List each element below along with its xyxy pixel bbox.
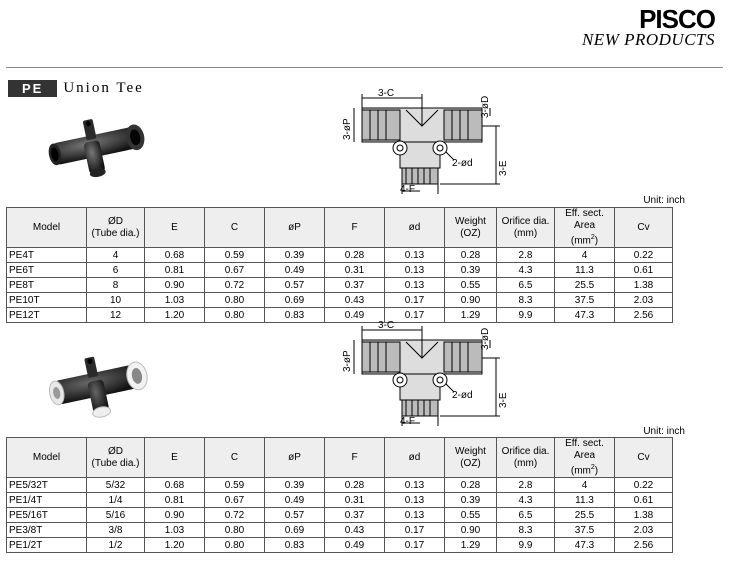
value-cell: 0.37 bbox=[325, 278, 385, 293]
diagram2-label-c: 3-C bbox=[378, 320, 395, 331]
value-cell: 0.28 bbox=[445, 478, 497, 493]
col-orifice: Orifice dia. (mm) bbox=[497, 208, 555, 248]
diagram1-label-d: 3-øD bbox=[480, 95, 491, 118]
value-cell: 1.20 bbox=[145, 308, 205, 323]
table-row bbox=[7, 478, 673, 493]
value-cell: 1.38 bbox=[615, 508, 673, 523]
value-cell: 2.56 bbox=[615, 308, 673, 323]
col-e: E bbox=[145, 208, 205, 248]
value-cell: 1.29 bbox=[445, 538, 497, 553]
value-cell: 1.03 bbox=[145, 293, 205, 308]
brand-name: PISCO bbox=[639, 4, 715, 34]
value-cell: 2.56 bbox=[615, 538, 673, 553]
value-cell: 25.5 bbox=[555, 278, 615, 293]
value-cell: 0.31 bbox=[325, 263, 385, 278]
value-cell: 1.29 bbox=[445, 308, 497, 323]
value-cell: 0.83 bbox=[265, 538, 325, 553]
value-cell: 0.43 bbox=[325, 293, 385, 308]
table-row bbox=[7, 278, 673, 293]
value-cell: 0.13 bbox=[385, 263, 445, 278]
value-cell: 0.49 bbox=[265, 493, 325, 508]
value-cell: 0.39 bbox=[445, 493, 497, 508]
value-cell: 0.80 bbox=[205, 523, 265, 538]
value-cell: 0.55 bbox=[445, 278, 497, 293]
col-p: øP bbox=[265, 438, 325, 478]
table-header-row bbox=[7, 208, 673, 248]
value-cell: 5/16 bbox=[87, 508, 145, 523]
value-cell: 0.59 bbox=[205, 478, 265, 493]
value-cell: 6.5 bbox=[497, 508, 555, 523]
col-area: Eff. sect. Area $(mm^2)$ bbox=[555, 438, 615, 478]
value-cell: 0.69 bbox=[265, 523, 325, 538]
value-cell: 0.90 bbox=[445, 293, 497, 308]
value-cell: 4 bbox=[87, 248, 145, 263]
value-cell: 0.61 bbox=[615, 493, 673, 508]
value-cell: 4.3 bbox=[497, 263, 555, 278]
value-cell: 25.5 bbox=[555, 508, 615, 523]
model-cell: PE12T bbox=[7, 308, 87, 323]
product-photo-white-tee bbox=[44, 350, 154, 420]
diagram1-label-f: 4-F bbox=[400, 184, 415, 195]
value-cell: 0.69 bbox=[265, 293, 325, 308]
value-cell: 6.5 bbox=[497, 278, 555, 293]
value-cell: 0.57 bbox=[265, 508, 325, 523]
section-title-text: Union Tee bbox=[63, 80, 144, 96]
value-cell: 0.68 bbox=[145, 478, 205, 493]
value-cell: 0.80 bbox=[205, 308, 265, 323]
table-row bbox=[7, 523, 673, 538]
value-cell: 4 bbox=[555, 478, 615, 493]
section-code-badge: PE bbox=[8, 80, 57, 97]
section-title bbox=[8, 80, 144, 97]
value-cell: 0.28 bbox=[445, 248, 497, 263]
value-cell: 0.49 bbox=[325, 308, 385, 323]
value-cell: 9.9 bbox=[497, 308, 555, 323]
value-cell: 2.03 bbox=[615, 293, 673, 308]
value-cell: 0.17 bbox=[385, 538, 445, 553]
diagram2-label-e: 3-E bbox=[498, 392, 509, 408]
table-body-metric bbox=[7, 248, 673, 323]
diagram1-label-p: 3-øP bbox=[342, 118, 353, 140]
value-cell: 0.22 bbox=[615, 478, 673, 493]
value-cell: 1.38 bbox=[615, 278, 673, 293]
col-model: Model bbox=[7, 438, 87, 478]
value-cell: 4.3 bbox=[497, 493, 555, 508]
value-cell: 0.90 bbox=[145, 278, 205, 293]
brand-tagline: NEW PRODUCTS bbox=[581, 30, 715, 49]
model-cell: PE5/32T bbox=[7, 478, 87, 493]
value-cell: 0.43 bbox=[325, 523, 385, 538]
col-cv: Cv bbox=[615, 438, 673, 478]
value-cell: 5/32 bbox=[87, 478, 145, 493]
value-cell: 0.17 bbox=[385, 293, 445, 308]
table-row bbox=[7, 293, 673, 308]
header-rule bbox=[6, 67, 723, 68]
col-weight: Weight (OZ) bbox=[445, 208, 497, 248]
brand-header bbox=[582, 6, 715, 48]
col-c: C bbox=[205, 438, 265, 478]
col-model: Model bbox=[7, 208, 87, 248]
table-row bbox=[7, 493, 673, 508]
value-cell: 0.59 bbox=[205, 248, 265, 263]
value-cell: 0.13 bbox=[385, 508, 445, 523]
table-row bbox=[7, 538, 673, 553]
value-cell: 0.80 bbox=[205, 293, 265, 308]
value-cell: 1/4 bbox=[87, 493, 145, 508]
value-cell: 0.55 bbox=[445, 508, 497, 523]
diagram2-label-f: 4-F bbox=[400, 416, 415, 427]
col-d: ød bbox=[385, 438, 445, 478]
value-cell: 47.3 bbox=[555, 538, 615, 553]
col-p: øP bbox=[265, 208, 325, 248]
table-row bbox=[7, 248, 673, 263]
value-cell: 1/2 bbox=[87, 538, 145, 553]
model-cell: PE1/2T bbox=[7, 538, 87, 553]
col-orifice: Orifice dia. (mm) bbox=[497, 438, 555, 478]
value-cell: 2.8 bbox=[497, 248, 555, 263]
value-cell: 0.17 bbox=[385, 523, 445, 538]
value-cell: 0.61 bbox=[615, 263, 673, 278]
value-cell: 0.67 bbox=[205, 493, 265, 508]
diagram1-label-e: 3-E bbox=[498, 160, 509, 176]
value-cell: 1.20 bbox=[145, 538, 205, 553]
value-cell: 11.3 bbox=[555, 263, 615, 278]
value-cell: 37.5 bbox=[555, 293, 615, 308]
spec-table-metric bbox=[6, 207, 673, 323]
value-cell: 4 bbox=[555, 248, 615, 263]
col-c: C bbox=[205, 208, 265, 248]
model-cell: PE4T bbox=[7, 248, 87, 263]
value-cell: 0.90 bbox=[145, 508, 205, 523]
model-cell: PE10T bbox=[7, 293, 87, 308]
value-cell: 0.80 bbox=[205, 538, 265, 553]
dimension-diagram-1 bbox=[340, 86, 510, 198]
value-cell: 12 bbox=[87, 308, 145, 323]
value-cell: 47.3 bbox=[555, 308, 615, 323]
value-cell: 0.28 bbox=[325, 478, 385, 493]
value-cell: 0.67 bbox=[205, 263, 265, 278]
value-cell: 1.03 bbox=[145, 523, 205, 538]
value-cell: 0.31 bbox=[325, 493, 385, 508]
product-photo-black-tee bbox=[44, 110, 154, 180]
model-cell: PE8T bbox=[7, 278, 87, 293]
table-row bbox=[7, 508, 673, 523]
value-cell: 2.8 bbox=[497, 478, 555, 493]
spec-table-inch bbox=[6, 437, 673, 553]
model-cell: PE6T bbox=[7, 263, 87, 278]
model-cell: PE1/4T bbox=[7, 493, 87, 508]
value-cell: 0.39 bbox=[445, 263, 497, 278]
value-cell: 0.81 bbox=[145, 493, 205, 508]
value-cell: 0.72 bbox=[205, 278, 265, 293]
diagram2-label-d: 3-øD bbox=[480, 327, 491, 350]
diagram1-label-hole: 2-ød bbox=[452, 158, 473, 169]
value-cell: 0.17 bbox=[385, 308, 445, 323]
value-cell: 0.83 bbox=[265, 308, 325, 323]
value-cell: 0.39 bbox=[265, 478, 325, 493]
value-cell: 0.13 bbox=[385, 248, 445, 263]
col-weight: Weight (OZ) bbox=[445, 438, 497, 478]
value-cell: 10 bbox=[87, 293, 145, 308]
value-cell: 0.68 bbox=[145, 248, 205, 263]
value-cell: 2.03 bbox=[615, 523, 673, 538]
value-cell: 0.90 bbox=[445, 523, 497, 538]
col-cv: Cv bbox=[615, 208, 673, 248]
value-cell: 0.37 bbox=[325, 508, 385, 523]
value-cell: 37.5 bbox=[555, 523, 615, 538]
value-cell: 0.72 bbox=[205, 508, 265, 523]
diagram1-label-c: 3-C bbox=[378, 88, 395, 99]
model-cell: PE3/8T bbox=[7, 523, 87, 538]
dimension-diagram-2 bbox=[340, 318, 510, 430]
diagram2-label-hole: 2-ød bbox=[452, 390, 473, 401]
value-cell: 0.49 bbox=[265, 263, 325, 278]
model-cell: PE5/16T bbox=[7, 508, 87, 523]
value-cell: 3/8 bbox=[87, 523, 145, 538]
col-f: F bbox=[325, 438, 385, 478]
value-cell: 8.3 bbox=[497, 293, 555, 308]
value-cell: 8.3 bbox=[497, 523, 555, 538]
unit-label-2: Unit: inch bbox=[643, 426, 685, 437]
value-cell: 8 bbox=[87, 278, 145, 293]
value-cell: 0.49 bbox=[325, 538, 385, 553]
col-area: Eff. sect. Area $(mm^2)$ bbox=[555, 208, 615, 248]
col-od: ØD (Tube dia.) bbox=[87, 208, 145, 248]
value-cell: 0.13 bbox=[385, 278, 445, 293]
diagram2-label-p: 3-øP bbox=[342, 350, 353, 372]
value-cell: 0.28 bbox=[325, 248, 385, 263]
col-e: E bbox=[145, 438, 205, 478]
table-body-inch bbox=[7, 478, 673, 553]
unit-label-1: Unit: inch bbox=[643, 195, 685, 206]
col-d: ød bbox=[385, 208, 445, 248]
value-cell: 0.22 bbox=[615, 248, 673, 263]
value-cell: 0.81 bbox=[145, 263, 205, 278]
table-header-row bbox=[7, 438, 673, 478]
value-cell: 6 bbox=[87, 263, 145, 278]
value-cell: 0.57 bbox=[265, 278, 325, 293]
col-od: ØD (Tube dia.) bbox=[87, 438, 145, 478]
col-f: F bbox=[325, 208, 385, 248]
value-cell: 0.13 bbox=[385, 493, 445, 508]
value-cell: 0.13 bbox=[385, 478, 445, 493]
value-cell: 0.39 bbox=[265, 248, 325, 263]
table-row bbox=[7, 263, 673, 278]
value-cell: 9.9 bbox=[497, 538, 555, 553]
value-cell: 11.3 bbox=[555, 493, 615, 508]
